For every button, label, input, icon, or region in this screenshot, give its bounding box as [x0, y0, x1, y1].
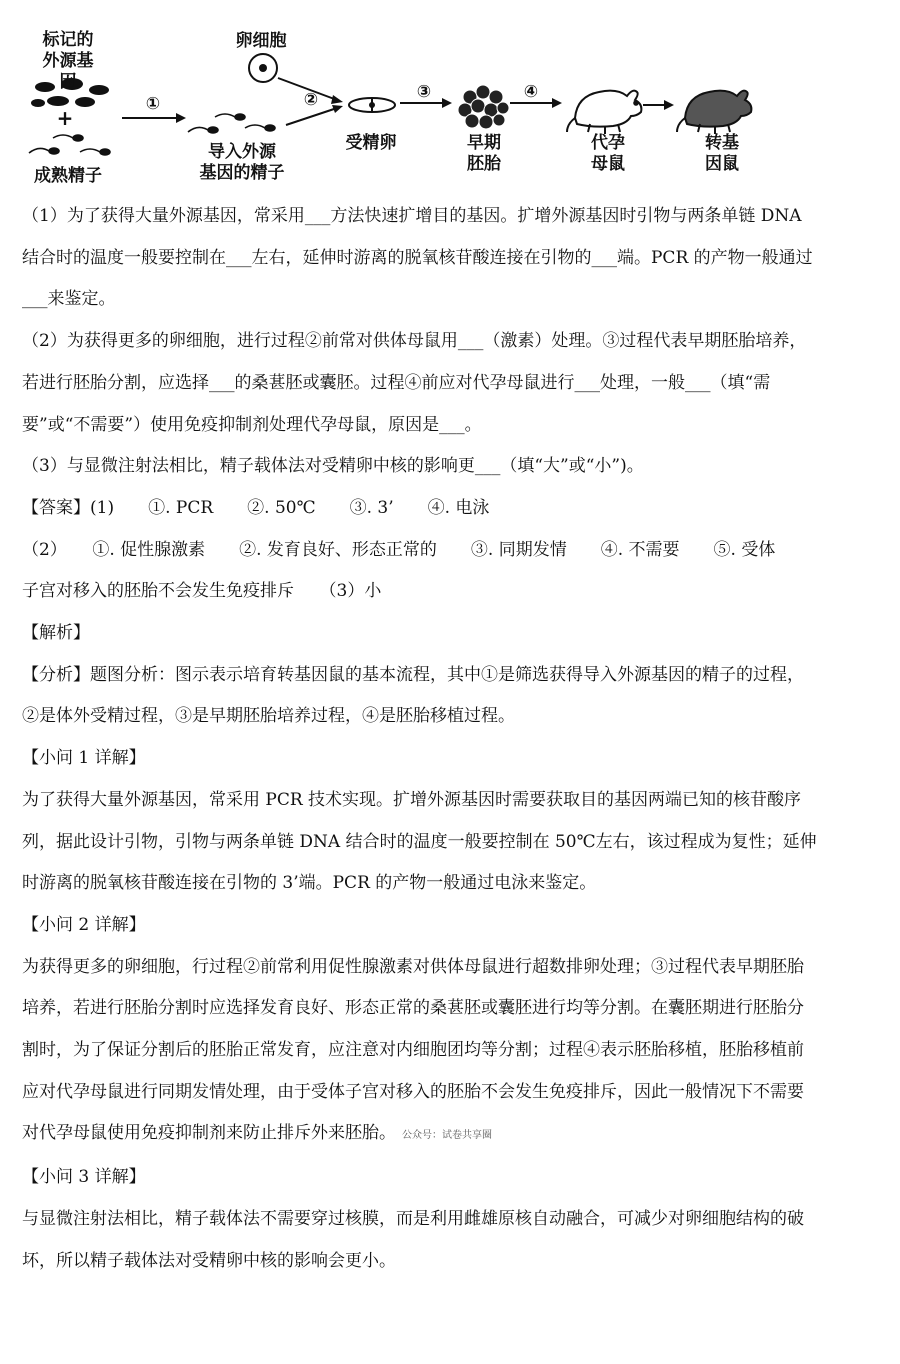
label-mature-sperm: 成熟精子	[34, 166, 102, 186]
sub2-line4: 应对代孕母鼠进行同期发情处理，由于受体子宫对移入的胚胎不会发生免疫排斥，因此一般情况下不需要	[22, 1081, 804, 1102]
q1-line2: 结合时的温度一般要控制在___左右，延伸时游离的脱氧核苷酸连接在引物的___端。PCR 的产物一般通过	[22, 247, 813, 268]
sub2-line5	[22, 1113, 882, 1157]
label-marked-gene-line2: 外源基因	[42, 51, 94, 92]
sub2-heading: 【小问 2 详解】	[22, 914, 146, 935]
zygote-icon	[349, 98, 395, 112]
analysis-line2: ②是体外受精过程，③是早期胚胎培养过程，④是胚胎移植过程。	[22, 706, 515, 727]
sub1-line1: 为了获得大量外源基因，常采用 PCR 技术实现。扩增外源基因时需要获取目的基因两端已知的核苷酸序	[22, 789, 802, 810]
answer-line3: 子宫对移入的胚胎不会发生免疫排斥 （3）小	[22, 581, 382, 602]
label-step-4: ④	[523, 82, 539, 102]
label-surrogate-line2: 母鼠	[591, 154, 625, 174]
sub3-line1: 与显微注射法相比，精子载体法不需要穿过核膜，而是利用雌雄原核自动融合，可减少对卵细胞结构的破	[22, 1208, 804, 1229]
label-egg-cell: 卵细胞	[235, 31, 287, 51]
watermark: 公众号：试卷共享圈	[402, 1130, 492, 1142]
label-marked-gene-line1: 标记的	[42, 30, 94, 50]
analysis-line1: 【分析】题图分析：图示表示培育转基因鼠的基本流程，其中①是筛选获得导入外源基因的精子的过程，	[22, 664, 804, 685]
diagram-graphics	[0, 0, 900, 190]
label-step-3: ③	[416, 82, 432, 102]
label-plus: +	[56, 106, 74, 130]
label-early-line2: 胚胎	[467, 154, 501, 174]
document-body	[22, 196, 882, 1282]
sub3-line2: 坏，所以精子载体法对受精卵中核的影响会更小。	[22, 1250, 396, 1271]
sub2-line3: 割时，为了保证分割后的胚胎正常发育，应注意对内细胞团均等分割；过程④表示胚胎移植，胚胎移植前	[22, 1040, 804, 1061]
label-step-2: ②	[303, 90, 319, 110]
sub2-line1: 为获得更多的卵细胞，行过程②前常利用促性腺激素对供体母鼠进行超数排卵处理；③过程代表早期胚胎	[22, 956, 804, 977]
sub2-line5-text: 对代孕母鼠使用免疫抑制剂来防止排斥外来胚胎。	[22, 1123, 396, 1144]
sub1-line3: 时游离的脱氧核苷酸连接在引物的 3’端。PCR 的产物一般通过电泳来鉴定。	[22, 873, 597, 894]
label-early-line1: 早期	[467, 133, 501, 153]
label-marked-gene	[38, 30, 98, 93]
label-zygote: 受精卵	[345, 133, 397, 153]
answer-line1: 【答案】(1) ①. PCR ②. 50℃ ③. 3’ ④. 电泳	[22, 497, 490, 518]
label-import-line1: 导入外源	[208, 142, 276, 162]
q2-line3: 要”或“不需要”）使用免疫抑制剂处理代孕母鼠，原因是___。	[22, 414, 482, 435]
q2-line2: 若进行胚胎分割，应选择___的桑葚胚或囊胚。过程④前应对代孕母鼠进行___处理，一般___（填“需	[22, 372, 771, 393]
label-transgenic-line2: 因鼠	[705, 154, 739, 174]
answer-line2: （2） ①. 促性腺激素 ②. 发育良好、形态正常的 ③. 同期发情 ④. 不需要 ⑤. 受体	[22, 539, 776, 560]
transgenic-mouse-icon	[677, 91, 751, 134]
q1-line3: ___来鉴定。	[22, 289, 116, 310]
sub1-line2: 列，据此设计引物，引物与两条单链 DNA 结合时的温度一般要控制在 50℃左右，该过程成为复性；延伸	[22, 831, 817, 852]
sub2-line2: 培养，若进行胚胎分割时应选择发育良好、形态正常的桑葚胚或囊胚进行均等分割。在囊胚期进行胚胎分	[22, 998, 804, 1019]
q1-line1: （1）为了获得大量外源基因，常采用___方法快速扩增目的基因。扩增外源基因时引物与两条单链 DNA	[22, 206, 802, 226]
early-embryo-icon	[458, 85, 509, 129]
sub3-heading: 【小问 3 详解】	[22, 1167, 146, 1188]
label-step-1: ①	[145, 94, 161, 114]
surrogate-mouse-icon	[567, 91, 641, 134]
label-surrogate-line1: 代孕	[591, 133, 625, 153]
egg-cell-icon	[249, 54, 277, 82]
q2-line1: （2）为获得更多的卵细胞，进行过程②前常对供体母鼠用___（激素）处理。③过程代表早期胚胎培养，	[22, 331, 807, 352]
label-import-line2: 基因的精子	[199, 163, 285, 183]
transgenic-mouse-diagram	[0, 0, 900, 190]
sub1-heading: 【小问 1 详解】	[22, 748, 146, 769]
sperm-group-icon	[29, 135, 110, 155]
q3-line1: （3）与显微注射法相比，精子载体法对受精卵中核的影响更___（填“大”或“小”)。	[22, 456, 644, 477]
label-transgenic-line1: 转基	[705, 133, 739, 153]
analysis-heading: 【解析】	[22, 623, 90, 644]
sperm-with-gene-icon	[188, 114, 275, 133]
